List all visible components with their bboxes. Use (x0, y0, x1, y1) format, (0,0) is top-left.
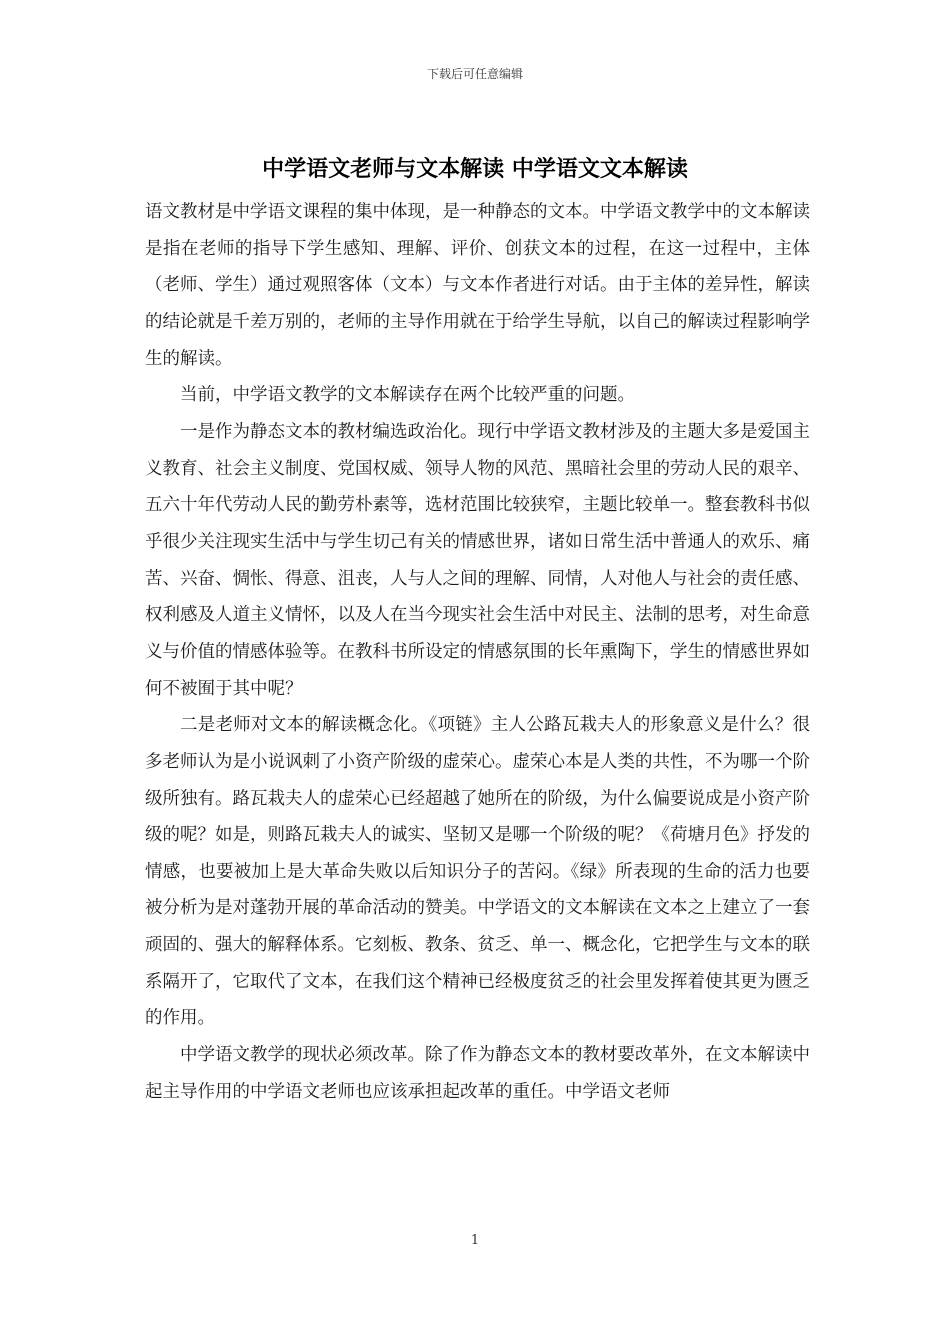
paragraph-reform: 中学语文教学的现状必须改革。除了作为静态文本的教材要改革外，在文本解读中起主导作用的中学语文老师也应该承担起改革的重任。中学语文老师 (145, 1045, 810, 1102)
paragraph-problem-one: 一是作为静态文本的教材编选政治化。现行中学语文教材涉及的主题大多是爱国主义教育、社会主义制度、党国权威、领导人物的风范、黑暗社会里的劳动人民的艰辛、五六十年代劳动人民的勤劳朴素等，选材范围比较狭窄，主题比较单一。整套教科书似乎很少关注现实生活中与学生切己有关的情感世界，诸如日常生活中普通人的欢乐、痛苦、兴奋、惆怅、得意、沮丧，人与人之间的理解、同情，人对他人与社会的责任感、权利感及人道主义情怀，以及人在当今现实社会生活中对民主、法制的思考，对生命意义与价值的情感体验等。在教科书所设定的情感氛围的长年熏陶下，学生的情感世界如何不被囿于其中呢？ (145, 421, 810, 699)
document-body (145, 194, 810, 1110)
page-number: 1 (470, 1233, 480, 1248)
page-header: 下载后可任意编辑 (426, 67, 523, 81)
document-title: 中学语文老师与文本解读 中学语文文本解读 (262, 156, 688, 182)
paragraph-problems-overview: 当前，中学语文教学的文本解读存在两个比较严重的问题。 (180, 385, 635, 406)
paragraph-problem-two: 二是老师对文本的解读概念化。《项链》主人公路瓦栽夫人的形象意义是什么？很多老师认为是小说讽刺了小资产阶级的虚荣心。虚荣心本是人类的共性，不为哪一个阶级所独有。路瓦栽夫人的虚荣心已经超越了她所在的阶级，为什么偏要说成是小资产阶级的呢？如是，则路瓦栽夫人的诚实、坚韧又是哪一个阶级的呢？《荷塘月色》抒发的情感，也要被加上是大革命失败以后知识分子的苦闷。《绿》所表现的生命的活力也要被分析为是对蓬勃开展的革命活动的赞美。中学语文的文本解读在文本之上建立了一套顽固的、强大的解释体系。它刻板、教条、贫乏、单一、概念化，它把学生与文本的联系隔开了，它取代了文本，在我们这个精神已经极度贫乏的社会里发挥着使其更为匮乏的作用。 (145, 715, 810, 1029)
paragraph-intro: 语文教材是中学语文课程的集中体现，是一种静态的文本。中学语文教学中的文本解读是指在老师的指导下学生感知、理解、评价、创获文本的过程，在这一过程中，主体（老师、学生）通过观照客体（文本）与文本作者进行对话。由于主体的差异性，解读的结论就是千差万别的，老师的主导作用就在于给学生导航，以自己的解读过程影响学生的解读。 (145, 202, 810, 369)
